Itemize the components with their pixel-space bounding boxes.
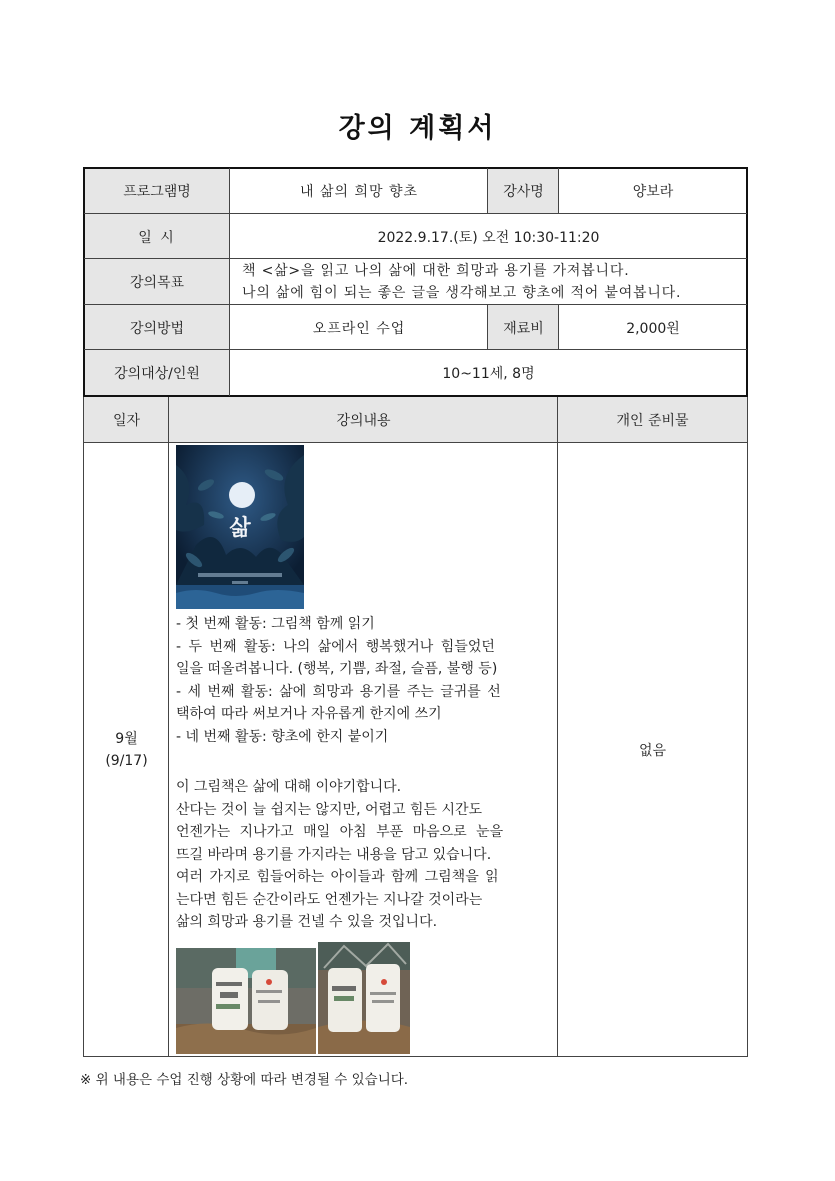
- description-line: 이 그림책은 삶에 대해 이야기합니다.: [176, 779, 402, 795]
- table-divider: [747, 397, 748, 1057]
- candle-photo-1: [176, 948, 316, 1054]
- fee-value: 2,000원: [626, 320, 680, 337]
- program-label: 프로그램명: [84, 168, 230, 214]
- book-description: [176, 776, 552, 934]
- method-label: 강의방법: [84, 305, 230, 350]
- description-line: 뜨길 바라며 용기를 가지라는 내용을 담고 있습니다.: [176, 846, 492, 863]
- table-divider: [229, 168, 230, 396]
- table-divider: [84, 304, 747, 305]
- description-line: 삶의 희망과 용기를 건넬 수 있을 것입니다.: [176, 914, 438, 930]
- fee-label: 재료비: [488, 305, 559, 350]
- table-divider: [487, 168, 488, 214]
- activity-line: - 세 번째 활동: 삶에 희망과 용기를 주는 글귀를 선: [176, 683, 501, 700]
- date-label: 일 시: [84, 214, 230, 259]
- schedule-date: 9월 (9/17): [105, 730, 148, 769]
- instructor-label: 강사명: [488, 168, 559, 214]
- table-divider: [83, 1056, 748, 1057]
- activity-line: - 두 번째 활동: 나의 삶에서 행복했거나 힘들었던: [176, 638, 495, 655]
- table-divider: [168, 397, 169, 1057]
- method-value: 오프라인 수업: [312, 320, 406, 337]
- description-line: 는다면 힘든 순간이라도 언젠가는 지나갈 것이라는: [176, 891, 483, 908]
- book-cover-image: [176, 445, 304, 609]
- col-date-header: 일자: [84, 397, 169, 442]
- table-border: [83, 167, 85, 397]
- footnote: ※ 위 내용은 수업 진행 상황에 따라 변경될 수 있습니다.: [80, 1072, 409, 1088]
- activity-line: 택하여 따라 써보거나 자유롭게 한지에 쓰기: [176, 706, 442, 722]
- target-label: 강의대상/인원: [84, 350, 230, 396]
- table-divider: [84, 349, 747, 350]
- program-value: 내 삶의 희망 향초: [299, 184, 419, 200]
- goal-label: 강의목표: [84, 259, 230, 305]
- table-border: [83, 167, 748, 169]
- col-content-header: 강의내용: [169, 397, 558, 442]
- table-divider: [558, 168, 559, 214]
- description-line: 산다는 것이 늘 쉽지는 않지만, 어렵고 힘든 시간도: [176, 801, 483, 818]
- goal-line: 나의 삶에 힘이 되는 좋은 글을 생각해보고 향초에 적어 붙여봅니다.: [242, 285, 682, 301]
- table-border: [746, 167, 748, 397]
- table-divider: [84, 213, 747, 214]
- activity-line: - 네 번째 활동: 향초에 한지 붙이기: [176, 728, 389, 745]
- candle-photo-illustration: [318, 942, 410, 1054]
- table-divider: [84, 258, 747, 259]
- description-line: 여러 가지로 힘들어하는 아이들과 함께 그림책을 읽: [176, 869, 499, 885]
- table-divider: [83, 397, 84, 1057]
- activity-line: 일을 떠올려봅니다. (행복, 기쁨, 좌절, 슬픔, 불행 등): [176, 661, 498, 677]
- description-line: 언젠가는 지나가고 매일 아침 부푼 마음으로 눈을: [176, 824, 504, 840]
- col-prep-header: 개인 준비물: [558, 397, 747, 442]
- activity-list: [176, 613, 552, 748]
- goal-value: [230, 259, 747, 305]
- instructor-value: 양보라: [632, 184, 674, 200]
- table-divider: [487, 304, 488, 350]
- table-divider: [83, 442, 748, 443]
- document-title: 강의 계획서: [338, 113, 497, 144]
- candle-photo-2: [318, 942, 410, 1054]
- goal-line: 책 <삶>을 읽고 나의 삶에 대한 희망과 용기를 가져봅니다.: [242, 263, 630, 279]
- target-value: 10~11세, 8명: [442, 366, 535, 382]
- candle-photo-illustration: [176, 948, 316, 1054]
- date-value: 2022.9.17.(토) 오전 10:30-11:20: [377, 229, 600, 246]
- activity-line: - 첫 번째 활동: 그림책 함께 읽기: [176, 616, 375, 632]
- prep-value: 없음: [638, 742, 667, 759]
- table-divider: [558, 304, 559, 350]
- book-cover-title: 삶: [229, 516, 251, 541]
- table-divider: [557, 397, 558, 1057]
